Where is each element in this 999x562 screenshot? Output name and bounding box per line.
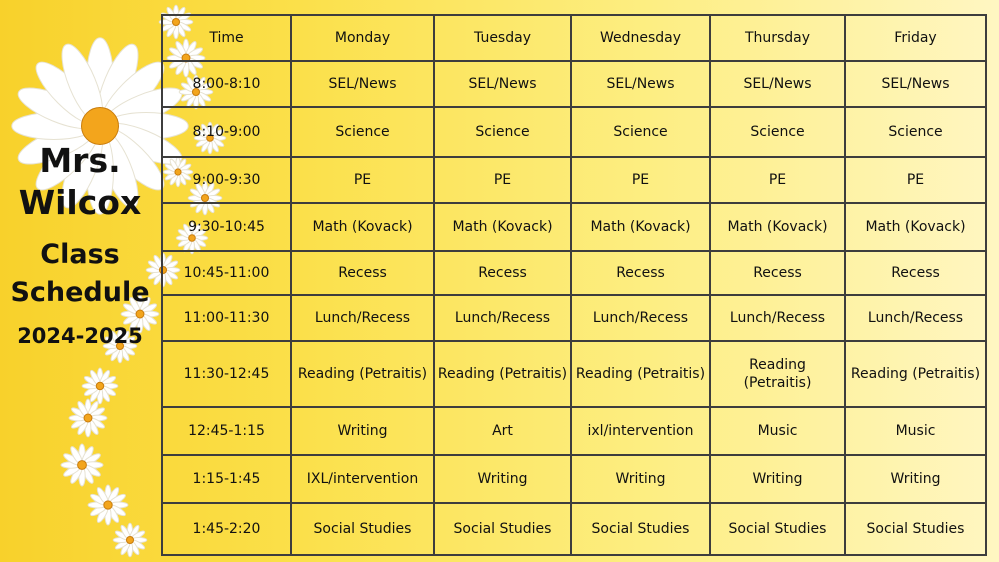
table-row xyxy=(162,61,986,107)
class-cell: Lunch/Recess xyxy=(291,295,434,341)
schedule-table xyxy=(161,14,987,556)
daisy-icon xyxy=(113,523,147,557)
class-cell: Science xyxy=(434,107,571,157)
class-cell: Writing xyxy=(845,455,986,503)
teacher-name-line2: Wilcox xyxy=(18,183,142,222)
time-cell: 1:15-1:45 xyxy=(162,455,291,503)
column-header: Thursday xyxy=(710,15,845,61)
class-cell: Music xyxy=(710,407,845,455)
class-cell: Science xyxy=(710,107,845,157)
class-cell: Writing xyxy=(434,455,571,503)
time-cell: 8:10-9:00 xyxy=(162,107,291,157)
time-cell: 11:30-12:45 xyxy=(162,341,291,407)
table-row xyxy=(162,503,986,555)
daisy-icon xyxy=(69,399,107,437)
time-cell: 9:00-9:30 xyxy=(162,157,291,203)
class-cell: Social Studies xyxy=(845,503,986,555)
class-cell: IXL/intervention xyxy=(291,455,434,503)
class-cell: Writing xyxy=(291,407,434,455)
column-header: Time xyxy=(162,15,291,61)
header-row xyxy=(162,15,986,61)
class-cell: Lunch/Recess xyxy=(710,295,845,341)
class-cell: Lunch/Recess xyxy=(845,295,986,341)
daisy-icon xyxy=(88,485,128,525)
class-cell: Reading (Petraitis) xyxy=(291,341,434,407)
daisy-icon xyxy=(61,444,103,486)
time-cell: 11:00-11:30 xyxy=(162,295,291,341)
schedule-heading xyxy=(0,236,160,312)
class-cell: Lunch/Recess xyxy=(434,295,571,341)
time-cell: 12:45-1:15 xyxy=(162,407,291,455)
table-row xyxy=(162,341,986,407)
class-cell: Math (Kovack) xyxy=(571,203,710,251)
class-cell: Math (Kovack) xyxy=(291,203,434,251)
class-cell: SEL/News xyxy=(571,61,710,107)
schedule-body xyxy=(162,61,986,555)
column-header: Wednesday xyxy=(571,15,710,61)
class-cell: Lunch/Recess xyxy=(571,295,710,341)
class-cell: SEL/News xyxy=(291,61,434,107)
class-cell: PE xyxy=(710,157,845,203)
class-cell: Science xyxy=(291,107,434,157)
class-cell: Social Studies xyxy=(710,503,845,555)
teacher-name-line1: Mrs. xyxy=(39,141,121,180)
title-block xyxy=(0,140,160,348)
class-cell: Art xyxy=(434,407,571,455)
class-cell: Social Studies xyxy=(291,503,434,555)
class-cell: SEL/News xyxy=(710,61,845,107)
school-year: 2024-2025 xyxy=(17,324,143,348)
time-cell: 8:00-8:10 xyxy=(162,61,291,107)
teacher-name xyxy=(0,140,160,224)
class-cell: SEL/News xyxy=(845,61,986,107)
schedule-heading-line2: Schedule xyxy=(10,277,150,308)
class-cell: Math (Kovack) xyxy=(845,203,986,251)
class-cell: Reading (Petraitis) xyxy=(710,341,845,407)
class-cell: Writing xyxy=(571,455,710,503)
class-cell: Music xyxy=(845,407,986,455)
table-row xyxy=(162,295,986,341)
class-cell: Reading (Petraitis) xyxy=(571,341,710,407)
class-cell: Reading (Petraitis) xyxy=(845,341,986,407)
table-row xyxy=(162,251,986,295)
time-cell: 9:30-10:45 xyxy=(162,203,291,251)
class-cell: PE xyxy=(434,157,571,203)
table-row xyxy=(162,203,986,251)
class-cell: Reading (Petraitis) xyxy=(434,341,571,407)
time-cell: 10:45-11:00 xyxy=(162,251,291,295)
class-cell: Social Studies xyxy=(571,503,710,555)
table-row xyxy=(162,407,986,455)
column-header: Friday xyxy=(845,15,986,61)
class-cell: Social Studies xyxy=(434,503,571,555)
class-cell: PE xyxy=(845,157,986,203)
class-cell: Recess xyxy=(434,251,571,295)
daisy-icon xyxy=(82,368,118,404)
time-cell: 1:45-2:20 xyxy=(162,503,291,555)
class-cell: PE xyxy=(291,157,434,203)
class-cell: Science xyxy=(845,107,986,157)
class-cell: Recess xyxy=(845,251,986,295)
class-cell: Science xyxy=(571,107,710,157)
class-cell: SEL/News xyxy=(434,61,571,107)
table-row xyxy=(162,157,986,203)
class-cell: Recess xyxy=(291,251,434,295)
table-row xyxy=(162,107,986,157)
column-header: Monday xyxy=(291,15,434,61)
class-cell: Writing xyxy=(710,455,845,503)
class-cell: Math (Kovack) xyxy=(434,203,571,251)
class-cell: Recess xyxy=(710,251,845,295)
column-header: Tuesday xyxy=(434,15,571,61)
table-row xyxy=(162,455,986,503)
class-cell: Math (Kovack) xyxy=(710,203,845,251)
schedule-heading-line1: Class xyxy=(40,239,120,270)
class-cell: PE xyxy=(571,157,710,203)
class-cell: ixl/intervention xyxy=(571,407,710,455)
class-cell: Recess xyxy=(571,251,710,295)
